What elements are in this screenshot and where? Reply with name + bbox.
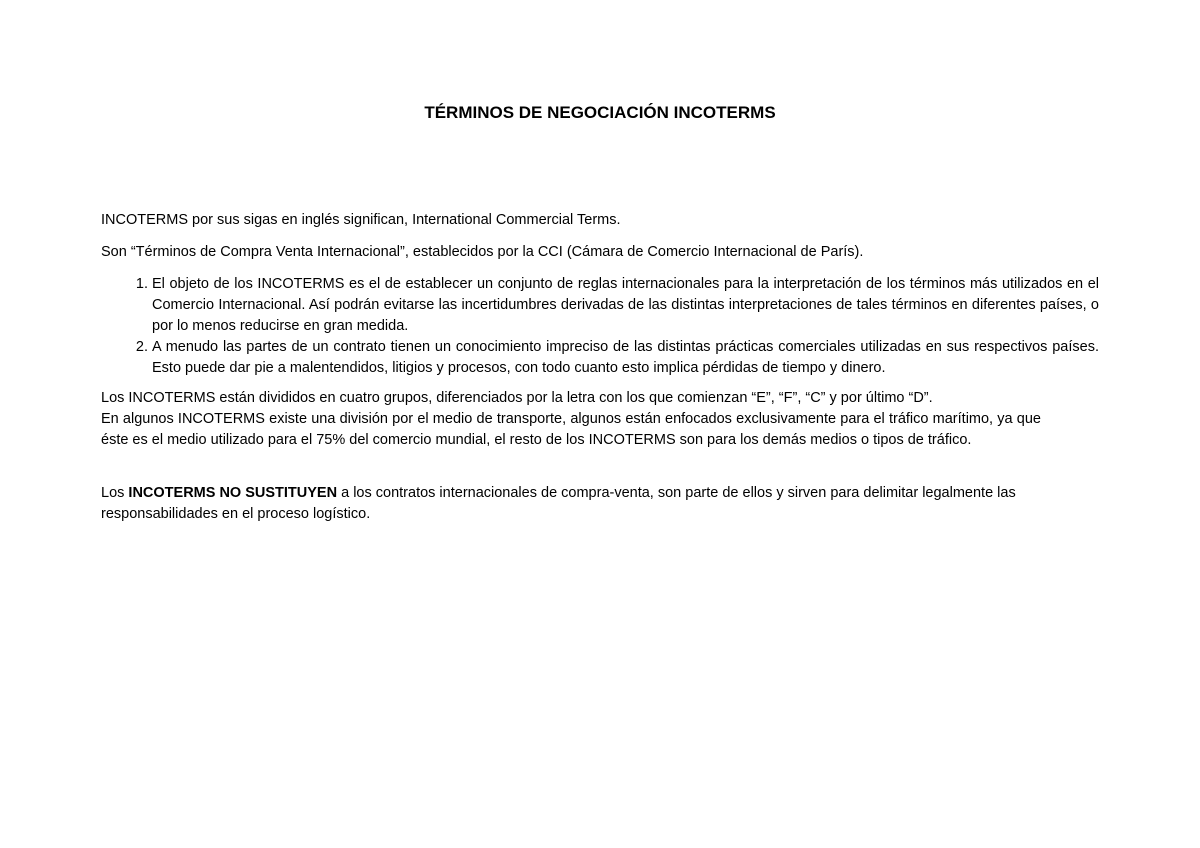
cci-paragraph: Son “Términos de Compra Venta Internacional”, establecidos por la CCI (Cámara de Comercio Internacional de París).	[101, 244, 864, 260]
page-title: TÉRMINOS DE NEGOCIACIÓN INCOTERMS	[424, 103, 776, 122]
document-body	[101, 210, 1099, 525]
list-item: 1. El objeto de los INCOTERMS es el de establecer un conjunto de reglas internacionales para la interpretación de los términos más utilizados en el Comercio Internacional. Así podrán evitarse las incertidumbres derivadas de las distintas interpretaciones de tales términos en diferentes países, o por lo menos reducirse en gran medida.	[152, 274, 1099, 337]
definition-paragraph: INCOTERMS por sus sigas en inglés significan, International Commercial Terms.	[101, 212, 621, 228]
groups-paragraph: Los INCOTERMS están divididos en cuatro grupos, diferenciados por la letra con los que comienzan “E”, “F”, “C” y por último “D”.	[101, 390, 933, 406]
final-paragraph	[101, 483, 1099, 525]
list-item: 2. A menudo las partes de un contrato tienen un conocimiento impreciso de las distintas prácticas comerciales utilizadas en sus respectivos países. Esto puede dar pie a malentendidos, litigios y procesos, con todo cuanto esto implica pérdidas de tiempo y dinero.	[152, 337, 1099, 379]
division-paragraph: En algunos INCOTERMS existe una división por el medio de transporte, algunos están enfocados exclusivamente para el tráfico marítimo, ya que éste es el medio utilizado para el 75% del comercio mundial, el resto de los INCOTERMS son para los demás medios o tipos de tráfico.	[101, 411, 1041, 448]
objectives-list	[101, 274, 1099, 379]
final-prefix: Los	[101, 485, 129, 501]
final-suffix: a los contratos internacionales de compra-venta, son parte de ellos y sirven para delimitar legalmente las responsabilidades en el proceso logístico.	[101, 485, 1016, 522]
final-emphasis: INCOTERMS NO SUSTITUYEN	[128, 485, 338, 501]
